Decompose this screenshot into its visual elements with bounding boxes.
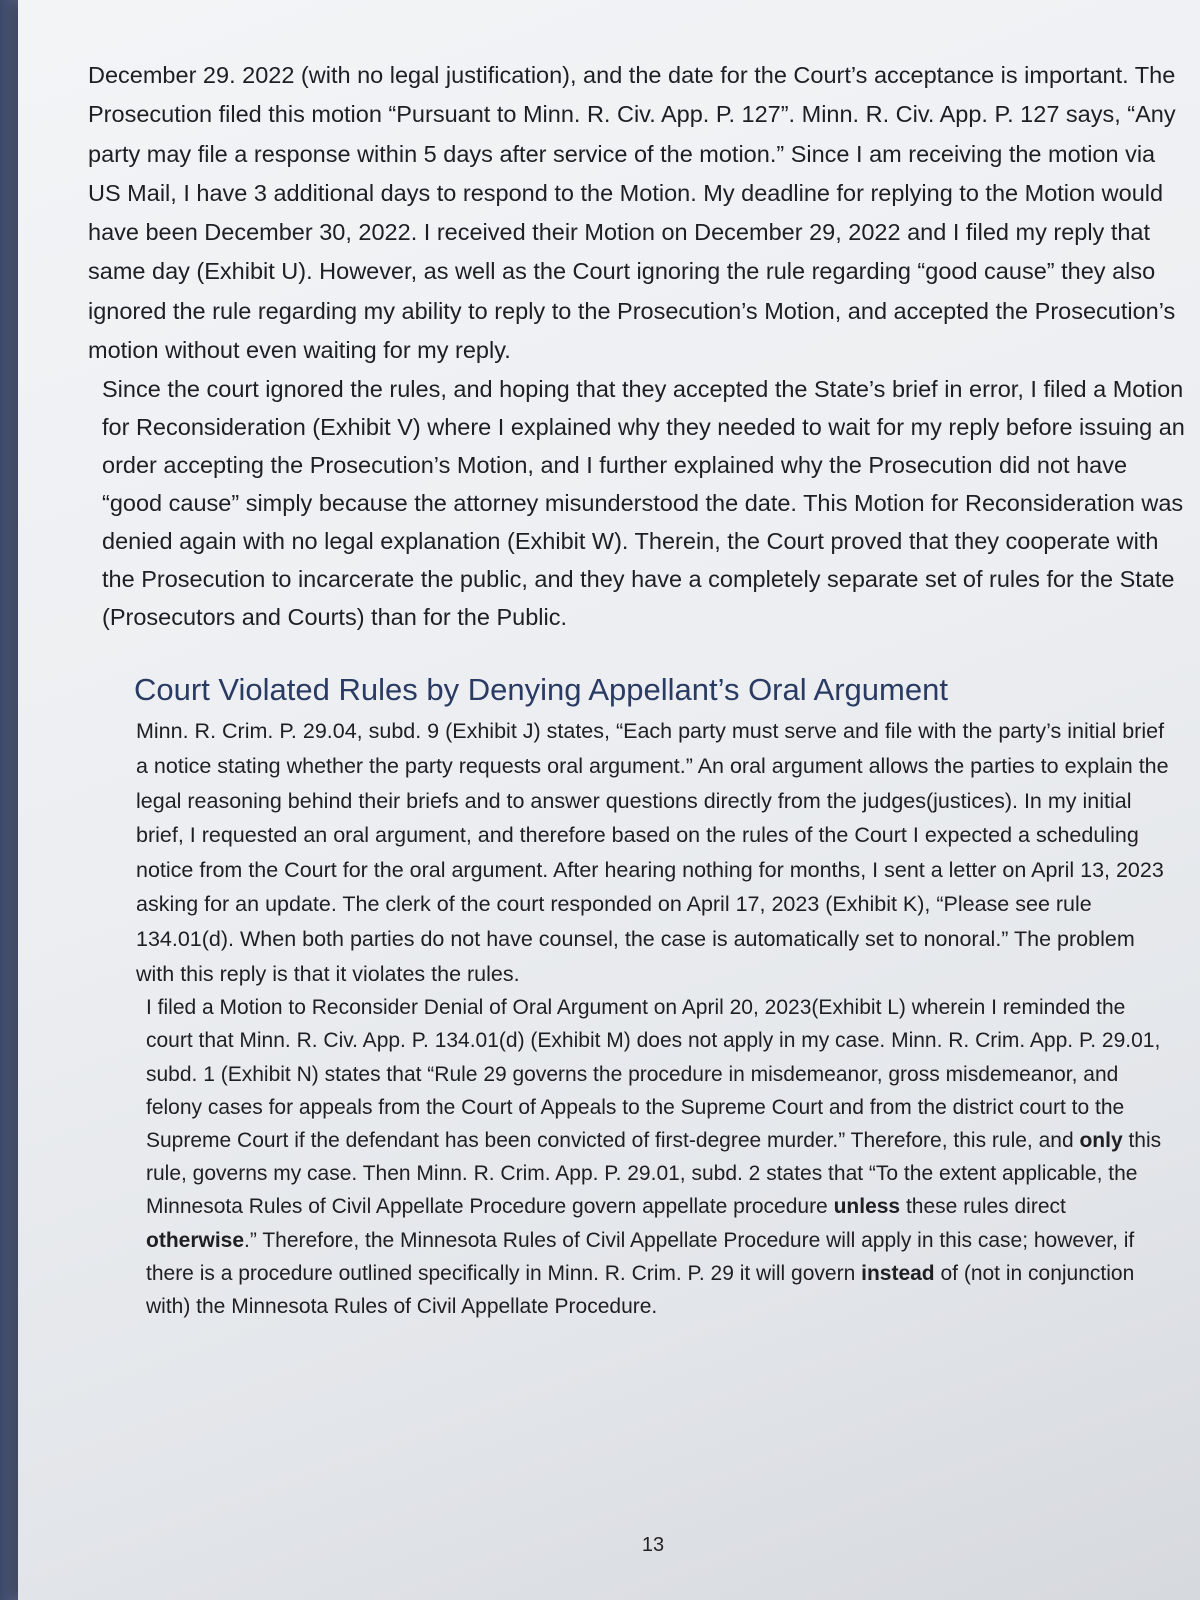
paragraph-1: December 29. 2022 (with no legal justification), and the date for the Court’s acceptance is important. The Prosecution filed this motion “Pursuant to Minn. R. Civ. App. P. 127”. Minn. R. Civ. App. P. 127 says, “Any party may file a response within 5 days after service of the motion.” Since I am receiving the motion via US Mail, I have 3 additional days to respond to the Motion. My deadline for replying to the Motion would have been December 30, 2022. I received their Motion on December 29, 2022 and I filed my reply that same day (Exhibit U). However, as well as the Court ignoring the rule regarding “good cause” they also ignored the rule regarding my ability to reply to the Prosecution’s Motion, and accepted the Prosecution’s motion without even waiting for my reply. [88, 62, 1176, 364]
emphasis-otherwise: otherwise [146, 1228, 245, 1252]
page-number: 13 [641, 1534, 665, 1556]
paragraph-3: Minn. R. Crim. P. 29.04, subd. 9 (Exhibit J) states, “Each party must serve and file with the party’s initial brief a notice stating whether the party requests oral argument.” An oral argument allows the parties to explain the legal reasoning behind their briefs and to answer questions directly from the judges(justices). In my initial brief, I requested an oral argument, and therefore based on the rules of the Court I expected a scheduling notice from the Court for the oral argument. After hearing nothing for months, I sent a letter on April 13, 2023 asking for an update. The clerk of the court responded on April 17, 2023 (Exhibit K), “Please see rule 134.01(d). When both parties do not have counsel, the case is automatically set to nonoral.” The problem with this reply is that it violates the rules. [136, 719, 1169, 986]
paragraph-4-text: I filed a Motion to Reconsider Denial of Oral Argument on April 20, 2023(Exhibit L) wherein I reminded the court that Minn. R. Civ. App. P. 134.01(d) (Exhibit M) does not apply in my case. Minn. R. Crim. App. P. 29.01, subd. 1 (Exhibit N) states that “Rule 29 governs the procedure in misdemeanor, gross misdemeanor, and felony cases for appeals from the Court of Appeals to the Supreme Court and from the district court to the Supreme Court if the defendant has been convicted of first-degree murder.” Therefore, this rule, and [146, 996, 1161, 1152]
document-page [18, 0, 1200, 1600]
paragraph-4 [146, 991, 1176, 1323]
document-body [88, 56, 1188, 1323]
section-heading: Court Violated Rules by Denying Appellant’s Oral Argument [134, 672, 948, 708]
paragraph-4-text: .” Therefore, the Minnesota Rules of Civil Appellate Procedure will apply in this case; however, if there is a procedure outlined specifically in Minn. R. Crim. P. 29 it will govern [146, 1228, 1135, 1285]
paragraph-4-text: of (not in conjunction with) the Minnesota Rules of Civil Appellate Procedure. [146, 1261, 1135, 1318]
paragraph-2: Since the court ignored the rules, and hoping that they accepted the State’s brief in error, I filed a Motion for Reconsideration (Exhibit V) where I explained why they needed to wait for my reply before issuing an order accepting the Prosecution’s Motion, and I further explained why the Prosecution did not have “good cause” simply because the attorney misunderstood the date. This Motion for Reconsideration was denied again with no legal explanation (Exhibit W). Therein, the Court proved that they cooperate with the Prosecution to incarcerate the public, and they have a completely separate set of rules for the State (Prosecutors and Courts) than for the Public. [102, 376, 1185, 631]
paragraph-4-text: these rules direct [900, 1195, 1066, 1219]
emphasis-unless: unless [833, 1195, 901, 1219]
paragraph-4-text: this rule, governs my case. Then Minn. R. Crim. App. P. 29.01, subd. 2 states that “To the extent applicable, the Minnesota Rules of Civil Appellate Procedure govern appellate procedure [146, 1128, 1162, 1219]
emphasis-only: only [1079, 1128, 1123, 1152]
emphasis-instead: instead [861, 1261, 935, 1285]
